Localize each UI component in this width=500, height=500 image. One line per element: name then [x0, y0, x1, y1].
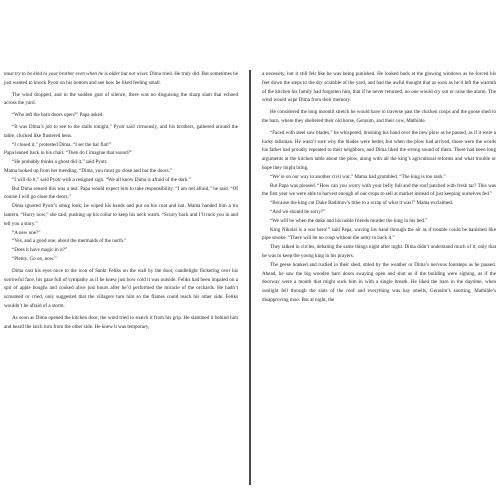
- paragraph: The wind dropped, and in the sudden gust of silence, there was no disguising the sharp slam that echoed across the yard.: [4, 91, 238, 107]
- page-divider: [249, 70, 251, 485]
- paragraph: “It was Dima’s job to see to the stalls tonight,” Pyotr said virtuously, and his brothers, gathered around the table, clucked like flustered hens.: [4, 123, 238, 139]
- paragraph: “We’re on our way to another civil war,” Mama had grumbled. “The king is too rash.”: [270, 173, 446, 180]
- paragraph: “I closed it,” protested Dima. “I set the bar flat!”: [12, 141, 112, 148]
- paragraph: a necessity, but it still felt like he was being punished. He looked back at the glowing windows as he forced his feet down the steps to the dry scrabble of the yard, and had the awful thought that as soon as he’d left the warmth of the kitchen his family had forgotten him, that if he never returned, no one would cry out or raise the alarm. The wind would wipe Dima from their memory.: [262, 71, 496, 104]
- paragraph: “I will do it,” said Pyotr with a resigned sigh. “We all know Dima is afraid of the dark.”: [12, 176, 191, 183]
- paragraph: Dima cast his eyes once to the icon of Sankt Feliks on the wall by the door, candlelight flickering over his sorrowful face, his gaze full of sympathy as if he knew just how cold it was outside. Feliks had been impaled on a spit of apple boughs and cooked alive just hours after he’d performed the miracle of the orchards. He hadn’t screamed or cried, only suggested that the villagers turn him so the flames could reach his other side. Feliks wouldn’t be afraid of a storm.: [4, 267, 238, 309]
- paragraph: “Who left the barn doors open?” Papa asked.: [12, 112, 104, 119]
- paragraph: Papa leaned back in his chair. “Then do I imagine that sound?”: [4, 150, 133, 157]
- paragraph: He considered the long moonlit stretch he would have to traverse past the chicken coops and the goose shed to the barn, where they sheltered their old horse, Gerasim, and their cow, Mathilde.: [262, 109, 496, 124]
- paragraph: “Plenty. Go on, now.”: [12, 255, 57, 262]
- paragraph: [4, 70, 238, 88]
- italic-text: must try to be kind to your brother even when he is older but not wiser.: [4, 71, 149, 77]
- paragraph: King Nikolai is a war hero!” said Papa, waving his hand through the air as if trouble could be banished like pipe smoke. “There will be no coup without the army to back it.”: [262, 226, 496, 242]
- paragraph: “Faced with steel saw blades,” he whispered, brushing his hand over the new plow as he passed, as if it were a lucky talisman. He wasn’t sure why the blades were better, but when the plow had arrived, those were the words his father had proudly repeated to their neighbors, and Dima liked the strong sound of them. There had been long arguments at the kitchen table about the plow, along with all the king’s agricultural reforms and what trouble or hope they might bring.: [262, 129, 496, 171]
- paragraph: “He probably thinks a ghost did it,” said Pyotr.: [12, 159, 108, 166]
- paragraph: “Because the king cut Duke Radimov’s tithe to a scrap of what it was!” Mama exclaimed.: [270, 200, 454, 207]
- paragraph: “A new one?”: [12, 229, 41, 236]
- paragraph: “Yes, and a good one, about the mermaids of the north.”: [12, 238, 127, 245]
- right-page-text: [262, 70, 496, 305]
- paragraph: “We will be when the duke and his noble friends murder the king in his bed.”: [270, 217, 428, 224]
- left-page-text: [4, 70, 238, 331]
- paragraph: Mama looked up from her mending. “Dima, you must go close and bar the doors.”: [4, 167, 173, 174]
- paragraph: The geese honked and rustled in their shed, stiled by the weather or Dima’s nervous footsteps as he passed. Ahead, he saw the big wooden barn doors swaying open and shut as if the building were sighing, as if the doorway were a mouth that might suck him in with a single breath. He liked the barn in the daytime, when sunlight fell through the slats of the roof and everything was hay smells, Gerasim’s snorting, Mathilde’s disapproving moo. But at night, the: [262, 261, 496, 303]
- paragraph: Dima ignored Pyotr’s smug look; he wiped his hands and put on his coat and hat. Mama handed him a tin lantern. “Hurry now,” she said, pushing up his collar to keep his neck warm. “Scurry back and I’ll tuck you in and tell you a story.”: [4, 203, 238, 227]
- paragraph: But Papa was pleased. “How can you worry with your belly full and the roof patched with fresh tar? This was the first year we were able to harvest enough of our crops to sell at market instead of just keeping ourselves fed.”: [262, 182, 496, 198]
- paragraph: “Does it have magic in it?”: [12, 247, 68, 254]
- paragraph: They talked in circles, debating the same things night after night. Dima didn’t understand much of it, only that he was to keep the young king in his prayers.: [262, 244, 496, 259]
- paragraph: As soon as Dima opened the kitchen door, the wind tried to snatch it from his grip. He slammed it behind him and heard the latch turn from the other side. He knew it was temporary,: [4, 314, 238, 330]
- paragraph-text: Dima tried. He truly did. But sometimes he just wanted to knock Pyotr on his bottom and see how he liked feeling small.: [4, 71, 238, 86]
- paragraph: But Dima sensed this was a test. Papa would expect him to take responsibility. “I am not afraid,” he said. “Of course I will go close the doors.”: [4, 185, 238, 201]
- paragraph: “And we should be sorry?”: [270, 208, 326, 215]
